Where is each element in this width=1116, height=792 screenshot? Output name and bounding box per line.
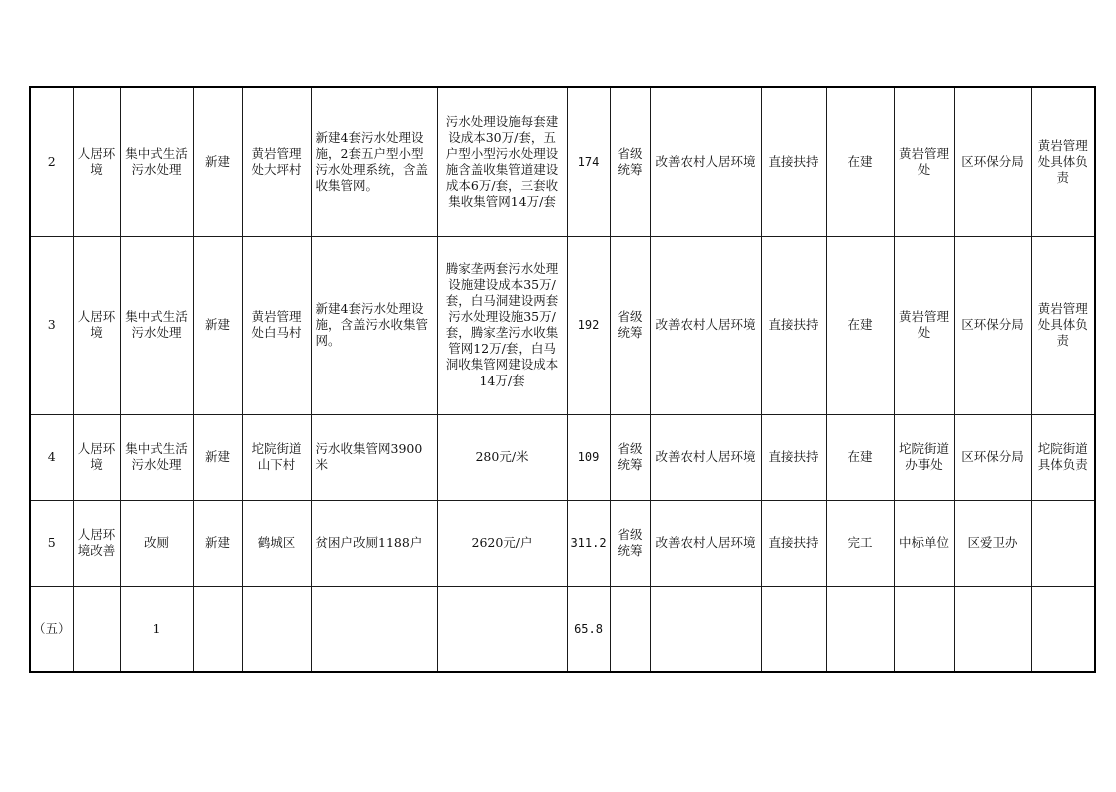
cost-standard-cell: 污水处理设施每套建 设成本30万/套，五 户型小型污水处理设 施含盖收集管道建设 成本6万/套，三套收 集收集管网14万/套	[437, 87, 567, 236]
category-cell: 人居环 境	[73, 414, 120, 500]
table-row	[30, 87, 1095, 236]
cost-standard-cell: 腾家垄两套污水处理 设施建设成本35万/ 套，白马洞建设两套 污水处理设施35万/ 套，腾家垄污水收集 管网12万/套，白马 洞收集管网建设成本 14万/套	[437, 236, 567, 414]
cost-standard-cell: 2620元/户	[437, 500, 567, 586]
supervisor-cell	[954, 586, 1031, 672]
location-cell: 黄岩管理 处白马村	[242, 236, 311, 414]
support-mode-cell	[761, 586, 826, 672]
table-row	[30, 586, 1095, 672]
status-cell: 在建	[826, 87, 894, 236]
status-cell: 在建	[826, 236, 894, 414]
support-mode-cell: 直接扶持	[761, 500, 826, 586]
implementer-cell: 黄岩管理 处	[894, 236, 954, 414]
fund-source-cell: 省级 统筹	[610, 87, 650, 236]
cost-standard-cell	[437, 586, 567, 672]
fund-source-cell: 省级 统筹	[610, 500, 650, 586]
responsibility-cell: 黄岩管理 处具体负 责	[1031, 87, 1095, 236]
build-type-cell: 新建	[193, 236, 242, 414]
build-type-cell: 新建	[193, 87, 242, 236]
responsibility-cell	[1031, 586, 1095, 672]
content-cell: 污水收集管网3900米	[311, 414, 437, 500]
content-cell: 新建4套污水处理设 施，2套五户型小型 污水处理系统，含盖 收集管网。	[311, 87, 437, 236]
table-row	[30, 414, 1095, 500]
project-type-cell: 集中式生活 污水处理	[120, 87, 193, 236]
status-cell: 在建	[826, 414, 894, 500]
implementer-cell: 中标单位	[894, 500, 954, 586]
fund-source-cell: 省级 统筹	[610, 236, 650, 414]
project-count-cell: 1	[120, 586, 193, 672]
section-label: （五）	[30, 586, 73, 672]
location-cell: 坨院街道 山下村	[242, 414, 311, 500]
location-cell: 黄岩管理 处大坪村	[242, 87, 311, 236]
cost-standard-cell: 280元/米	[437, 414, 567, 500]
location-cell: 鹤城区	[242, 500, 311, 586]
amount-cell: 174	[567, 87, 610, 236]
build-type-cell	[193, 586, 242, 672]
goal-cell: 改善农村人居环境	[650, 500, 761, 586]
content-cell: 新建4套污水处理设 施，含盖污水收集管 网。	[311, 236, 437, 414]
support-mode-cell: 直接扶持	[761, 414, 826, 500]
implementer-cell	[894, 586, 954, 672]
project-table	[29, 86, 1096, 673]
implementer-cell: 黄岩管理 处	[894, 87, 954, 236]
supervisor-cell: 区爱卫办	[954, 500, 1031, 586]
supervisor-cell: 区环保分局	[954, 87, 1031, 236]
supervisor-cell: 区环保分局	[954, 236, 1031, 414]
amount-cell: 109	[567, 414, 610, 500]
row-index: 3	[30, 236, 73, 414]
implementer-cell: 坨院街道 办事处	[894, 414, 954, 500]
table-row	[30, 500, 1095, 586]
content-cell: 贫困户改厕1188户	[311, 500, 437, 586]
category-cell: 人居环 境改善	[73, 500, 120, 586]
support-mode-cell: 直接扶持	[761, 87, 826, 236]
goal-cell: 改善农村人居环境	[650, 236, 761, 414]
responsibility-cell: 坨院街道 具体负责	[1031, 414, 1095, 500]
status-cell	[826, 586, 894, 672]
row-index: 4	[30, 414, 73, 500]
row-index: 2	[30, 87, 73, 236]
status-cell: 完工	[826, 500, 894, 586]
project-type-cell: 改厕	[120, 500, 193, 586]
content-cell	[311, 586, 437, 672]
project-type-cell: 集中式生活 污水处理	[120, 236, 193, 414]
category-cell: 人居环 境	[73, 87, 120, 236]
support-mode-cell: 直接扶持	[761, 236, 826, 414]
goal-cell: 改善农村人居环境	[650, 87, 761, 236]
project-type-cell: 集中式生活 污水处理	[120, 414, 193, 500]
fund-source-cell	[610, 586, 650, 672]
build-type-cell: 新建	[193, 414, 242, 500]
amount-total-cell: 65.8	[567, 586, 610, 672]
goal-cell	[650, 586, 761, 672]
row-index: 5	[30, 500, 73, 586]
amount-cell: 311.2	[567, 500, 610, 586]
responsibility-cell	[1031, 500, 1095, 586]
category-cell: 人居环 境	[73, 236, 120, 414]
goal-cell: 改善农村人居环境	[650, 414, 761, 500]
build-type-cell: 新建	[193, 500, 242, 586]
category-cell	[73, 586, 120, 672]
location-cell	[242, 586, 311, 672]
fund-source-cell: 省级 统筹	[610, 414, 650, 500]
table-row	[30, 236, 1095, 414]
responsibility-cell: 黄岩管理 处具体负 责	[1031, 236, 1095, 414]
amount-cell: 192	[567, 236, 610, 414]
supervisor-cell: 区环保分局	[954, 414, 1031, 500]
